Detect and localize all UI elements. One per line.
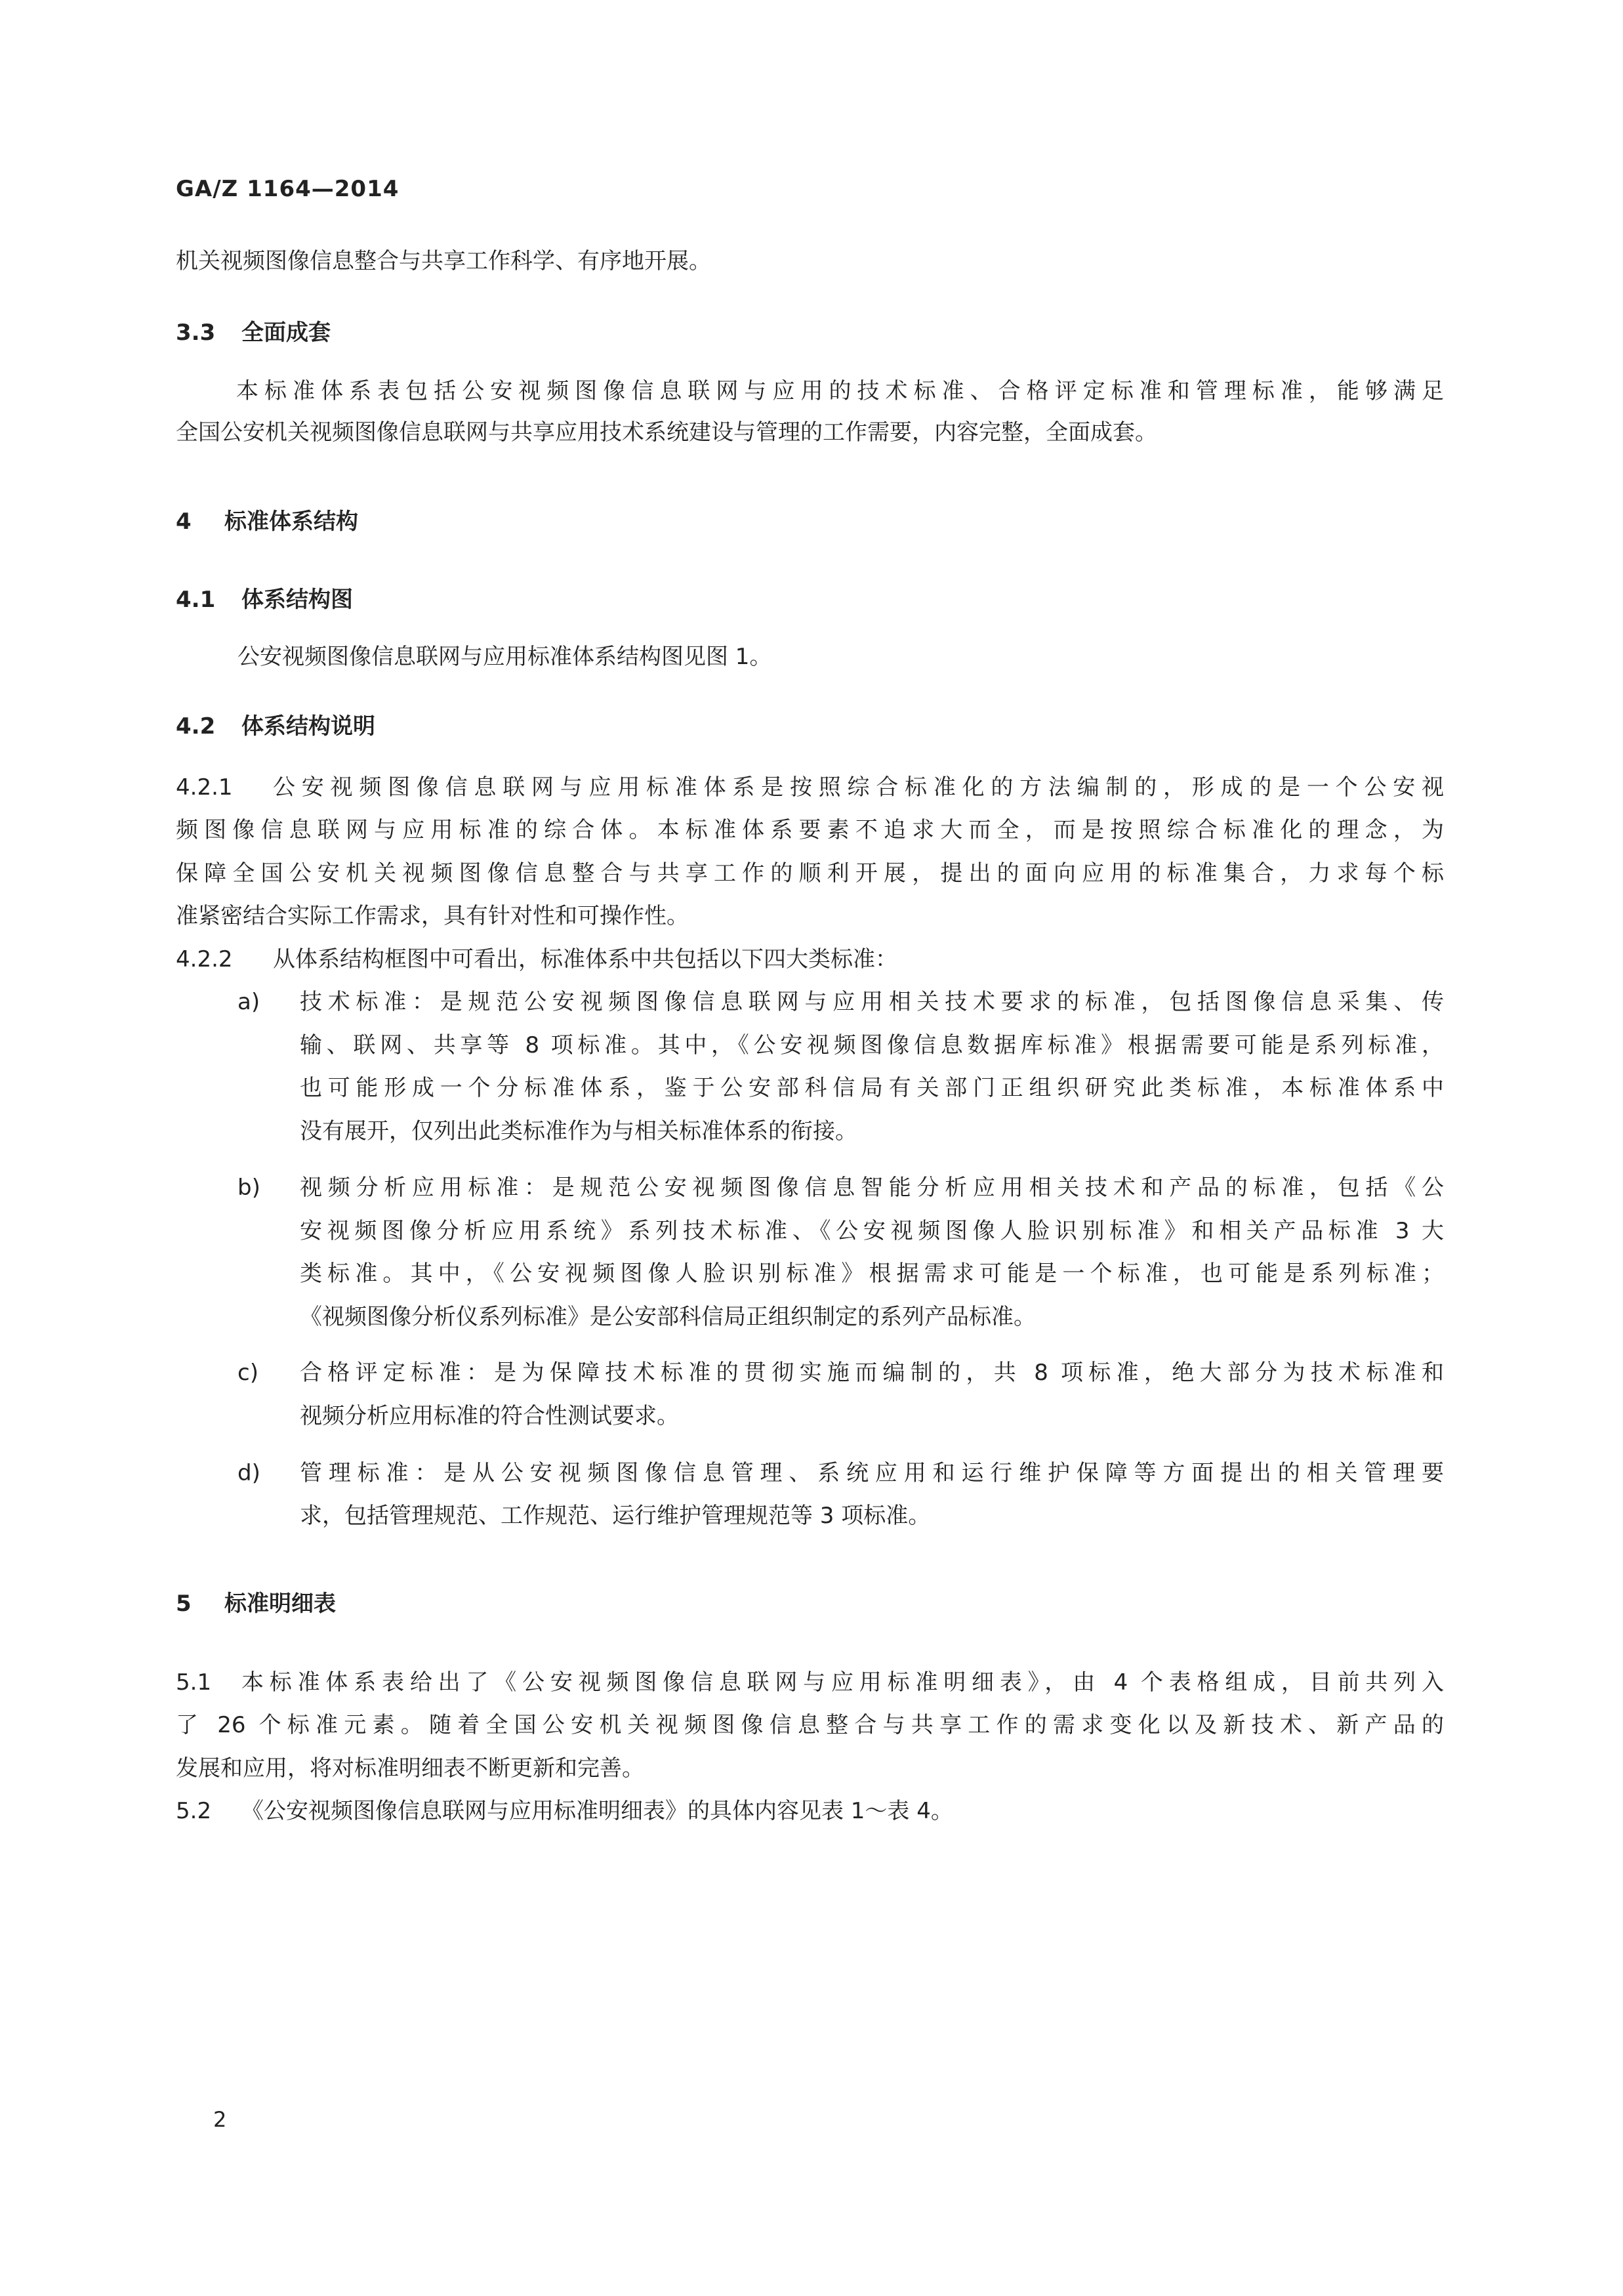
section-4-2-1-line-3: 保障全国公安机关视频图像信息整合与共享工作的顺利开展，提出的面向应用的标准集合，力求每个标 <box>176 860 1444 887</box>
section-5-1-line-1: 5.1 本标准体系表给出了《公安视频图像信息联网与应用标准明细表》，由 4 个表格组成，目前共列入 <box>176 1669 1444 1696</box>
list-item-c-line-1: 合格评定标准：是为保障技术标准的贯彻实施而编制的，共 8 项标准，绝大部分为技术标准和 <box>300 1360 1444 1386</box>
list-item-b-line-4: 《视频图像分析仪系列标准》是公安部科信局正组织制定的系列产品标准。 <box>300 1304 1036 1330</box>
section-4-2-2-intro: 4.2.2 从体系结构框图中可看出，标准体系中共包括以下四大类标准： <box>176 946 897 972</box>
section-5-1-line-3: 发展和应用，将对标准明细表不断更新和完善。 <box>176 1755 644 1782</box>
section-4-2-2-number: 4.2.2 <box>176 946 233 972</box>
section-4-number: 4 <box>176 509 192 535</box>
list-item-b-line-2: 安视频图像分析应用系统》系列技术标准、《公安视频图像人脸识别标准》和相关产品标准 3 大 <box>300 1218 1444 1244</box>
section-3-3-line-2: 全国公安机关视频图像信息联网与共享应用技术系统建设与管理的工作需要，内容完整，全面成套。 <box>176 419 1157 446</box>
section-4-heading <box>176 509 358 535</box>
list-item-b-marker: b) <box>237 1175 260 1201</box>
section-4-2-1-number: 4.2.1 <box>176 774 233 801</box>
section-4-1-number: 4.1 <box>176 587 216 613</box>
page-number: 2 <box>213 2107 227 2132</box>
list-item-a-line-1: 技术标准：是规范公安视频图像信息联网与应用相关技术要求的标准，包括图像信息采集、传 <box>300 989 1444 1015</box>
list-item-a-line-3: 也可能形成一个分标准体系，鉴于公安部科信局有关部门正组织研究此类标准，本标准体系中 <box>300 1075 1444 1101</box>
section-3-3-number: 3.3 <box>176 320 216 346</box>
section-3-3-heading <box>176 320 331 346</box>
document-code-header: GA/Z 1164—2014 <box>176 176 400 202</box>
section-4-1-text: 公安视频图像信息联网与应用标准体系结构图见图 1。 <box>237 644 772 670</box>
section-4-2-heading <box>176 713 375 740</box>
section-5-1-line-2: 了 26 个标准元素。随着全国公安机关视频图像信息整合与共享工作的需求变化以及新技术、新产品的 <box>176 1712 1444 1738</box>
section-5-2-number: 5.2 <box>176 1798 212 1824</box>
section-4-1-heading <box>176 587 353 613</box>
section-5-number: 5 <box>176 1591 192 1617</box>
list-item-d-line-2: 求，包括管理规范、工作规范、运行维护管理规范等 3 项标准。 <box>300 1503 931 1529</box>
section-4-2-1-line-4: 准紧密结合实际工作需求，具有针对性和可操作性。 <box>176 903 689 929</box>
list-item-a-marker: a) <box>237 989 260 1015</box>
intro-continuation: 机关视频图像信息整合与共享工作科学、有序地开展。 <box>176 248 711 274</box>
list-item-b-line-3: 类标准。其中，《公安视频图像人脸识别标准》根据需求可能是一个标准，也可能是系列标准； <box>300 1261 1444 1287</box>
section-5-title: 标准明细表 <box>224 1591 336 1617</box>
section-4-title: 标准体系结构 <box>224 509 358 535</box>
section-4-2-1-line-1: 4.2.1 公安视频图像信息联网与应用标准体系是按照综合标准化的方法编制的，形成的是一个公安视 <box>176 774 1444 801</box>
section-4-1-title: 体系结构图 <box>241 587 353 613</box>
section-5-heading <box>176 1591 336 1617</box>
section-4-2-1-line-2: 频图像信息联网与应用标准的综合体。本标准体系要素不追求大而全，而是按照综合标准化的理念，为 <box>176 817 1444 843</box>
list-item-a-line-4: 没有展开，仅列出此类标准作为与相关标准体系的衔接。 <box>300 1118 857 1144</box>
section-5-1-number: 5.1 <box>176 1669 212 1696</box>
list-item-c-line-2: 视频分析应用标准的符合性测试要求。 <box>300 1403 679 1429</box>
section-3-3-line-1: 本标准体系表包括公安视频图像信息联网与应用的技术标准、合格评定标准和管理标准，能够满足 <box>236 378 1444 404</box>
section-3-3-title: 全面成套 <box>241 320 331 346</box>
list-item-b-line-1: 视频分析应用标准：是规范公安视频图像信息智能分析应用相关技术和产品的标准，包括《公 <box>300 1175 1444 1201</box>
section-4-2-number: 4.2 <box>176 713 216 740</box>
section-5-2-text: 5.2 《公安视频图像信息联网与应用标准明细表》的具体内容见表 1～表 4。 <box>176 1798 953 1824</box>
list-item-a-line-2: 输、联网、共享等 8 项标准。其中，《公安视频图像信息数据库标准》根据需要可能是系列标准， <box>300 1032 1444 1058</box>
list-item-d-line-1: 管理标准：是从公安视频图像信息管理、系统应用和运行维护保障等方面提出的相关管理要 <box>300 1460 1444 1486</box>
list-item-d-marker: d) <box>237 1460 260 1486</box>
section-4-2-title: 体系结构说明 <box>241 713 375 740</box>
list-item-c-marker: c) <box>237 1360 258 1386</box>
